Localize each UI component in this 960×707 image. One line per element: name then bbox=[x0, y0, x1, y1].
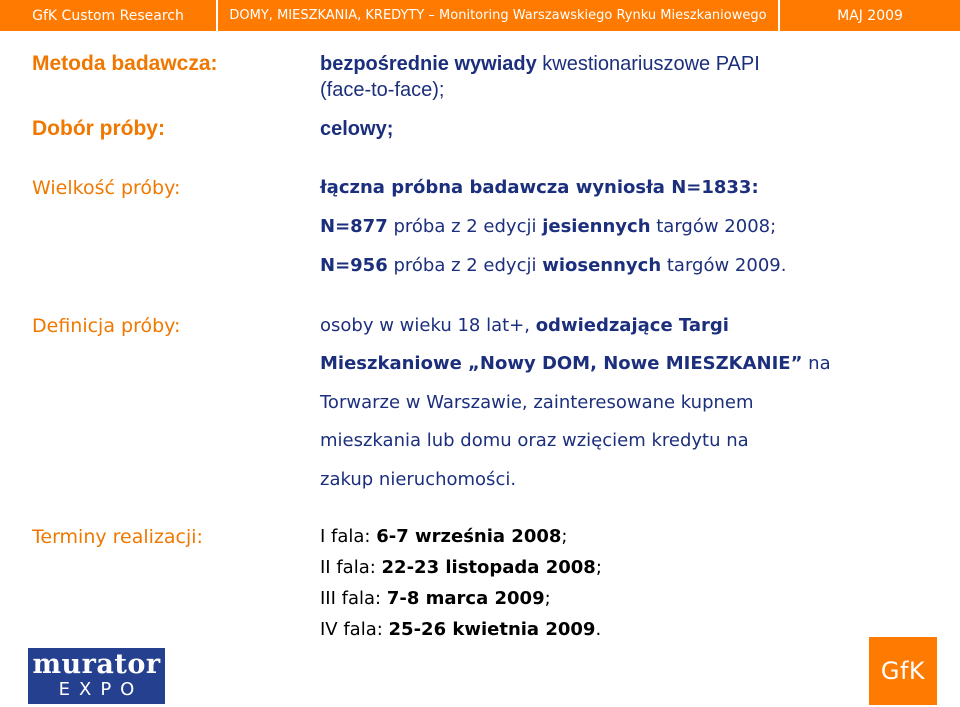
wielkosc-line3 bbox=[320, 255, 786, 276]
wave-row bbox=[320, 557, 602, 578]
dobor-bold: celowy; bbox=[320, 118, 394, 140]
wave-row bbox=[320, 526, 567, 547]
wielkosc-l3-text: próba z 2 edycji bbox=[387, 255, 543, 276]
label-wielkosc: Wielkość próby: bbox=[32, 177, 181, 199]
wave-end: ; bbox=[544, 588, 551, 609]
wave-prefix: I fala: bbox=[320, 526, 377, 547]
label-dobor: Dobór próby: bbox=[32, 117, 165, 140]
label-metoda: Metoda badawcza: bbox=[32, 52, 218, 75]
metoda-line1 bbox=[320, 53, 760, 76]
wave-end: ; bbox=[561, 526, 568, 547]
header-date: MAJ 2009 bbox=[837, 7, 903, 24]
wave-end: . bbox=[595, 619, 602, 640]
gfk-logo: GfK bbox=[869, 637, 937, 705]
wave-prefix: II fala: bbox=[320, 557, 382, 578]
murator-logo-text: murator bbox=[32, 649, 161, 680]
wave-row bbox=[320, 619, 601, 640]
definicja-line3: Torwarze w Warszawie, zainteresowane kupnem bbox=[320, 392, 754, 413]
definicja-l1-text: osoby w wieku 18 lat+, bbox=[320, 315, 536, 336]
metoda-bold: bezpośrednie wywiady bbox=[320, 53, 537, 75]
definicja-line1 bbox=[320, 315, 729, 336]
header-left-text: GfK Custom Research bbox=[0, 0, 218, 31]
definicja-line2 bbox=[320, 353, 831, 374]
definicja-line5: zakup nieruchomości. bbox=[320, 469, 517, 490]
label-definicja: Definicja próby: bbox=[32, 315, 181, 337]
wave-date: 6-7 września 2008 bbox=[376, 526, 562, 547]
wave-row bbox=[320, 588, 551, 609]
definicja-line4: mieszkania lub domu oraz wzięciem kredytu na bbox=[320, 430, 749, 451]
wave-prefix: III fala: bbox=[320, 588, 387, 609]
murator-expo-logo bbox=[28, 648, 165, 704]
wielkosc-line1 bbox=[320, 177, 759, 198]
dobor-value bbox=[320, 118, 393, 141]
wielkosc-l2-text: próba z 2 edycji bbox=[387, 216, 543, 237]
wave-prefix: IV fala: bbox=[320, 619, 389, 640]
metoda-line2: (face-to-face); bbox=[320, 79, 445, 101]
wave-date: 25-26 kwietnia 2009 bbox=[388, 619, 596, 640]
wielkosc-l2-end: targów 2008; bbox=[650, 216, 777, 237]
wielkosc-n956: N=956 bbox=[320, 255, 388, 276]
wielkosc-jesiennych: jesiennych bbox=[542, 216, 651, 237]
wielkosc-l3-end: targów 2009. bbox=[661, 255, 787, 276]
header-bar bbox=[0, 0, 960, 31]
wave-date: 22-23 listopada 2008 bbox=[381, 557, 596, 578]
header-title: DOMY, MIESZKANIA, KREDYTY – Monitoring Warszawskiego Rynku Mieszkaniowego bbox=[218, 0, 780, 31]
expo-logo-text: EXPO bbox=[58, 679, 144, 700]
definicja-l2-bold: Mieszkaniowe „Nowy DOM, Nowe MIESZKANIE” bbox=[320, 353, 803, 374]
wielkosc-wiosennych: wiosennych bbox=[542, 255, 662, 276]
wielkosc-line1-bold: łączna próbna badawcza wyniosła N=1833: bbox=[320, 177, 759, 198]
definicja-l2-end: na bbox=[802, 353, 831, 374]
wave-end: ; bbox=[595, 557, 602, 578]
definicja-l1-bold: odwiedzające Targi bbox=[535, 315, 729, 336]
wave-date: 7-8 marca 2009 bbox=[386, 588, 545, 609]
wielkosc-line2 bbox=[320, 216, 776, 237]
label-terminy: Terminy realizacji: bbox=[32, 526, 203, 548]
metoda-rest: kwestionariuszowe PAPI bbox=[536, 53, 760, 75]
wielkosc-n877: N=877 bbox=[320, 216, 388, 237]
